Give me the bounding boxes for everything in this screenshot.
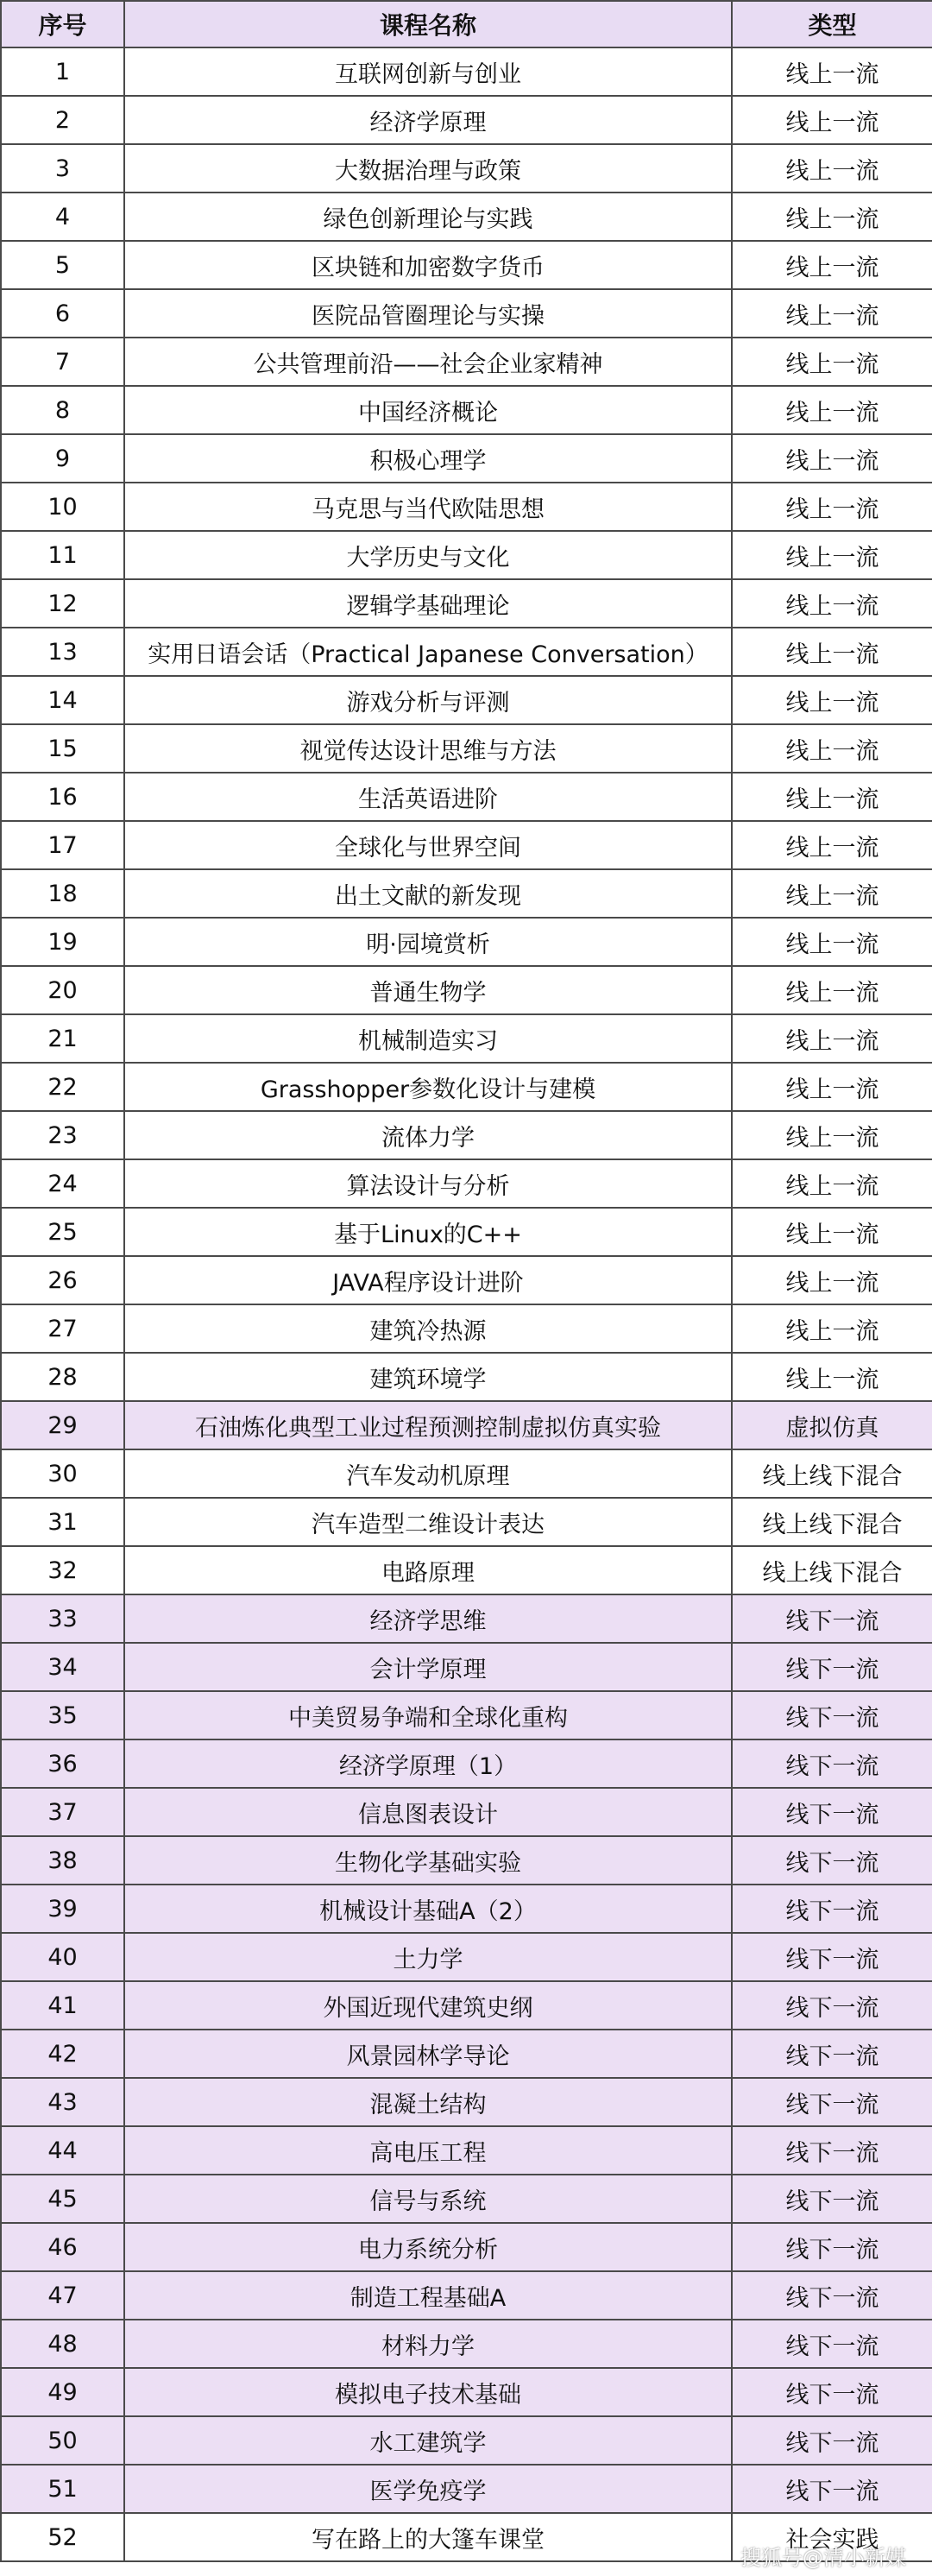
cell-no: 19 [1,918,124,966]
cell-type: 线上一流 [732,966,932,1014]
cell-name: 明·园境赏析 [124,918,732,966]
cell-name: 区块链和加密数字货币 [124,241,732,289]
cell-no: 18 [1,869,124,918]
table-row [1,1111,932,1159]
cell-name: 电力系统分析 [124,2223,732,2271]
cell-type: 线下一流 [732,2416,932,2465]
cell-no: 10 [1,483,124,531]
table-row [1,434,932,483]
cell-type: 线上一流 [732,193,932,241]
table-row [1,1885,932,1933]
cell-type: 线下一流 [732,1981,932,2030]
cell-no: 38 [1,1836,124,1885]
table-row [1,1256,932,1304]
cell-type: 线上线下混合 [732,1449,932,1498]
cell-type: 线上一流 [732,1063,932,1111]
cell-name: 电路原理 [124,1546,732,1594]
cell-type: 线下一流 [732,2078,932,2126]
cell-type: 线下一流 [732,2175,932,2223]
cell-type: 线下一流 [732,2368,932,2416]
table-row [1,2175,932,2223]
cell-no: 20 [1,966,124,1014]
header-no: 序号 [1,1,124,47]
cell-name: 大学历史与文化 [124,531,732,579]
cell-no: 3 [1,144,124,193]
cell-type: 线上一流 [732,338,932,386]
cell-no: 2 [1,96,124,144]
table-row [1,773,932,821]
cell-name: 建筑冷热源 [124,1304,732,1353]
table-row [1,96,932,144]
cell-name: 材料力学 [124,2320,732,2368]
cell-type: 线上一流 [732,386,932,434]
cell-type: 线下一流 [732,2223,932,2271]
cell-name: 生物化学基础实验 [124,1836,732,1885]
cell-type: 线下一流 [732,1933,932,1981]
cell-name: 经济学思维 [124,1594,732,1643]
table-row [1,724,932,773]
cell-name: 信号与系统 [124,2175,732,2223]
cell-name: Grasshopper参数化设计与建模 [124,1063,732,1111]
cell-no: 23 [1,1111,124,1159]
table-row [1,1208,932,1256]
cell-type: 线下一流 [732,1691,932,1739]
cell-no: 27 [1,1304,124,1353]
cell-name: 积极心理学 [124,434,732,483]
table-row [1,2271,932,2320]
cell-name: 中国经济概论 [124,386,732,434]
cell-no: 24 [1,1159,124,1208]
table-row [1,47,932,96]
cell-type: 线上一流 [732,434,932,483]
cell-no: 25 [1,1208,124,1256]
cell-name: 中美贸易争端和全球化重构 [124,1691,732,1739]
table-row [1,918,932,966]
cell-name: 信息图表设计 [124,1788,732,1836]
cell-no: 1 [1,47,124,96]
cell-type: 线上一流 [732,1208,932,1256]
cell-name: 马克思与当代欧陆思想 [124,483,732,531]
cell-type: 线上一流 [732,1304,932,1353]
cell-no: 4 [1,193,124,241]
cell-no: 31 [1,1498,124,1546]
table-row [1,1546,932,1594]
cell-name: 土力学 [124,1933,732,1981]
cell-type: 线下一流 [732,2320,932,2368]
table-row [1,1643,932,1691]
cell-name: 汽车造型二维设计表达 [124,1498,732,1546]
cell-no: 12 [1,579,124,628]
table-row [1,2465,932,2513]
table-row [1,386,932,434]
table-row [1,1159,932,1208]
cell-type: 线上一流 [732,724,932,773]
cell-no: 28 [1,1353,124,1401]
table-row [1,966,932,1014]
table-row [1,1981,932,2030]
cell-name: 游戏分析与评测 [124,676,732,724]
cell-no: 6 [1,289,124,338]
cell-name: 算法设计与分析 [124,1159,732,1208]
cell-type: 线上一流 [732,1014,932,1063]
cell-type: 虚拟仿真 [732,1401,932,1449]
cell-no: 21 [1,1014,124,1063]
table-row [1,1788,932,1836]
cell-no: 26 [1,1256,124,1304]
cell-type: 线下一流 [732,1788,932,1836]
cell-no: 52 [1,2513,124,2561]
table-row [1,2368,932,2416]
cell-name: 模拟电子技术基础 [124,2368,732,2416]
cell-no: 50 [1,2416,124,2465]
table-row [1,1014,932,1063]
cell-no: 30 [1,1449,124,1498]
cell-name: 互联网创新与创业 [124,47,732,96]
cell-name: 医院品管圈理论与实操 [124,289,732,338]
cell-type: 线上一流 [732,1159,932,1208]
watermark: 搜狐号@清小新媒 [740,2546,906,2570]
cell-no: 15 [1,724,124,773]
cell-type: 线下一流 [732,1739,932,1788]
cell-name: 会计学原理 [124,1643,732,1691]
table-row [1,193,932,241]
cell-no: 51 [1,2465,124,2513]
cell-type: 线下一流 [732,1594,932,1643]
cell-no: 9 [1,434,124,483]
cell-name: 外国近现代建筑史纲 [124,1981,732,2030]
table-row [1,338,932,386]
cell-name: 视觉传达设计思维与方法 [124,724,732,773]
cell-name: 混凝土结构 [124,2078,732,2126]
cell-type: 线上一流 [732,1111,932,1159]
cell-no: 43 [1,2078,124,2126]
cell-no: 40 [1,1933,124,1981]
cell-name: 机械设计基础A（2） [124,1885,732,1933]
cell-no: 11 [1,531,124,579]
cell-type: 线上一流 [732,918,932,966]
table-row [1,144,932,193]
header-name: 课程名称 [124,1,732,47]
cell-no: 5 [1,241,124,289]
table-row [1,1691,932,1739]
table-row [1,2126,932,2175]
cell-type: 线上一流 [732,289,932,338]
cell-name: 大数据治理与政策 [124,144,732,193]
cell-type: 线上一流 [732,483,932,531]
cell-name: 机械制造实习 [124,1014,732,1063]
cell-no: 35 [1,1691,124,1739]
cell-type: 线下一流 [732,2465,932,2513]
cell-no: 46 [1,2223,124,2271]
cell-no: 45 [1,2175,124,2223]
cell-type: 线上一流 [732,1353,932,1401]
cell-no: 37 [1,1788,124,1836]
cell-type: 线上一流 [732,821,932,869]
cell-name: 医学免疫学 [124,2465,732,2513]
cell-type: 线上一流 [732,579,932,628]
cell-name: 基于Linux的C++ [124,1208,732,1256]
cell-name: 出土文献的新发现 [124,869,732,918]
cell-type: 线上一流 [732,628,932,676]
cell-type: 线上一流 [732,1256,932,1304]
cell-name: 逻辑学基础理论 [124,579,732,628]
cell-name: 生活英语进阶 [124,773,732,821]
cell-name: 普通生物学 [124,966,732,1014]
cell-name: 公共管理前沿——社会企业家精神 [124,338,732,386]
table-row [1,1304,932,1353]
table-row [1,2030,932,2078]
cell-type: 线上一流 [732,676,932,724]
cell-type: 线下一流 [732,2126,932,2175]
cell-no: 44 [1,2126,124,2175]
cell-name: 绿色创新理论与实践 [124,193,732,241]
cell-no: 36 [1,1739,124,1788]
cell-name: 实用日语会话（Practical Japanese Conversation） [124,628,732,676]
cell-name: 高电压工程 [124,2126,732,2175]
table-row [1,2320,932,2368]
cell-no: 47 [1,2271,124,2320]
cell-no: 17 [1,821,124,869]
cell-no: 7 [1,338,124,386]
cell-type: 线下一流 [732,1885,932,1933]
cell-no: 29 [1,1401,124,1449]
cell-type: 线下一流 [732,1836,932,1885]
table-row [1,289,932,338]
cell-type: 线下一流 [732,2030,932,2078]
cell-name: 建筑环境学 [124,1353,732,1401]
cell-type: 线上一流 [732,241,932,289]
cell-name: JAVA程序设计进阶 [124,1256,732,1304]
cell-name: 制造工程基础A [124,2271,732,2320]
cell-type: 线上一流 [732,869,932,918]
cell-no: 48 [1,2320,124,2368]
table-row [1,869,932,918]
table-row [1,1353,932,1401]
cell-name: 全球化与世界空间 [124,821,732,869]
cell-type: 线上一流 [732,144,932,193]
cell-no: 13 [1,628,124,676]
table-row [1,2416,932,2465]
table-row [1,531,932,579]
table-row [1,483,932,531]
table-row [1,2078,932,2126]
cell-type: 线上一流 [732,96,932,144]
table-row [1,1401,932,1449]
cell-type: 线上一流 [732,531,932,579]
table-row [1,1063,932,1111]
cell-no: 32 [1,1546,124,1594]
cell-no: 34 [1,1643,124,1691]
cell-type: 线上一流 [732,47,932,96]
table-row [1,1836,932,1885]
cell-type: 线上线下混合 [732,1546,932,1594]
table-row [1,1449,932,1498]
table-row [1,241,932,289]
cell-name: 写在路上的大篷车课堂 [124,2513,732,2561]
table-row [1,1933,932,1981]
cell-no: 49 [1,2368,124,2416]
cell-no: 8 [1,386,124,434]
cell-name: 汽车发动机原理 [124,1449,732,1498]
cell-no: 16 [1,773,124,821]
cell-name: 风景园林学导论 [124,2030,732,2078]
cell-name: 流体力学 [124,1111,732,1159]
cell-no: 42 [1,2030,124,2078]
cell-name: 石油炼化典型工业过程预测控制虚拟仿真实验 [124,1401,732,1449]
cell-type: 社会实践 [732,2513,932,2561]
cell-name: 经济学原理（1） [124,1739,732,1788]
table-header-row [1,1,932,47]
header-type: 类型 [732,1,932,47]
cell-type: 线下一流 [732,2271,932,2320]
cell-name: 经济学原理 [124,96,732,144]
table-row [1,1739,932,1788]
cell-no: 41 [1,1981,124,2030]
cell-no: 33 [1,1594,124,1643]
table-row [1,676,932,724]
table-row [1,2223,932,2271]
table-row [1,628,932,676]
cell-no: 22 [1,1063,124,1111]
cell-type: 线上线下混合 [732,1498,932,1546]
cell-name: 水工建筑学 [124,2416,732,2465]
cell-type: 线上一流 [732,773,932,821]
table-row [1,1498,932,1546]
table-row [1,821,932,869]
table-row [1,1594,932,1643]
cell-no: 39 [1,1885,124,1933]
table-row [1,579,932,628]
cell-type: 线下一流 [732,1643,932,1691]
cell-no: 14 [1,676,124,724]
